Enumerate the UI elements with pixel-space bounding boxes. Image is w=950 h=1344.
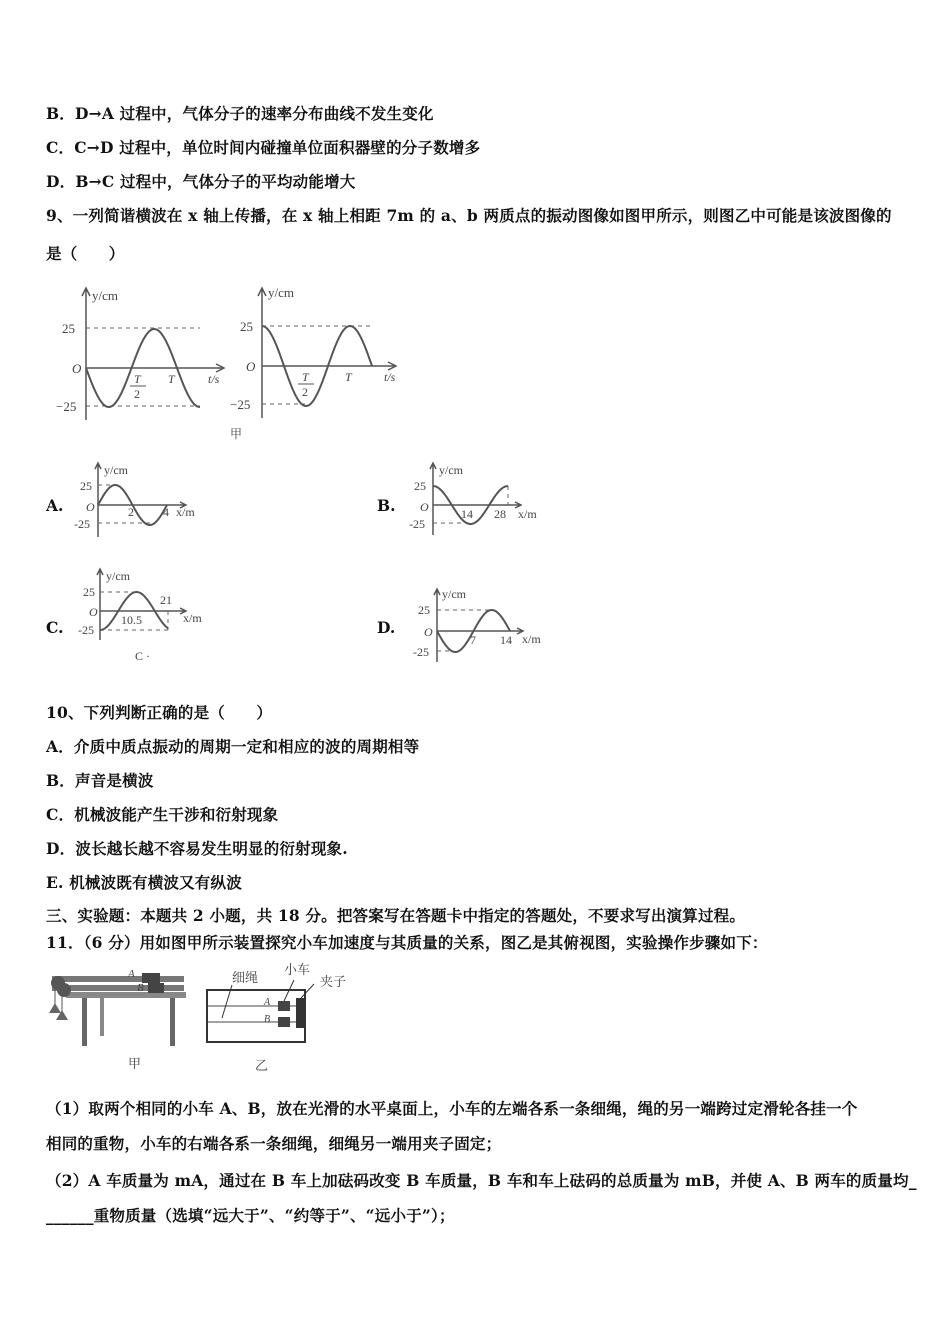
- svg-text:B: B: [264, 1014, 271, 1025]
- svg-text:O: O: [72, 361, 82, 376]
- svg-text:T: T: [345, 370, 352, 384]
- option-b-graph: [409, 463, 537, 535]
- svg-text:21: 21: [160, 593, 172, 607]
- q10-option-a: A．介质中质点振动的周期一定和相应的波的周期相等: [46, 737, 420, 756]
- svg-text:-25: -25: [74, 517, 90, 531]
- svg-text:28: 28: [494, 507, 506, 521]
- svg-text:C ·: C ·: [135, 649, 150, 663]
- svg-text:25: 25: [62, 321, 75, 336]
- q9-option-a-label: A.: [46, 496, 64, 515]
- svg-text:25: 25: [80, 479, 92, 493]
- q8-option-d: D．B→C 过程中，气体分子的平均动能增大: [46, 172, 356, 191]
- svg-text:-25: -25: [409, 517, 425, 531]
- q10-stem: 10、下列判断正确的是（ ）: [46, 703, 273, 722]
- svg-text:t/s: t/s: [384, 370, 396, 384]
- svg-text:T: T: [302, 370, 309, 384]
- q9-stem-cont: 是（ ）: [46, 244, 125, 263]
- q11-step1-cont: 相同的重物，小车的右端各系一条细绳，细绳另一端用夹子固定；: [46, 1134, 502, 1153]
- q11-step2-cont: ______重物质量（选填“远大于”、“约等于”、“远小于”）；: [46, 1206, 455, 1225]
- svg-text:25: 25: [414, 479, 426, 493]
- svg-text:7: 7: [470, 633, 476, 647]
- svg-text:4: 4: [163, 505, 169, 519]
- svg-text:14: 14: [500, 633, 512, 647]
- q11-step2: （2）A 车质量为 mA，通过在 B 车上加砝码改变 B 车质量，B 车和车上砝码的总质量为 mB，并使 A、B 两车的质量均_: [46, 1171, 917, 1190]
- svg-text:−25: −25: [230, 397, 251, 412]
- svg-text:−25: −25: [56, 399, 77, 414]
- svg-text:甲: 甲: [128, 1056, 142, 1071]
- svg-text:x/m: x/m: [183, 611, 202, 625]
- q9-option-b-label: B.: [377, 496, 396, 515]
- svg-text:A: A: [128, 968, 135, 980]
- svg-text:A: A: [264, 997, 271, 1008]
- q9-stem: 9、一列简谐横波在 x 轴上传播，在 x 轴上相距 7m 的 a、b 两质点的振动图像如图甲所示，则图乙中可能是该波图像的: [46, 206, 892, 225]
- q10-option-b: B．声音是横波: [46, 771, 154, 790]
- q8-option-b: B．D→A 过程中，气体分子的速率分布曲线不发生变化: [46, 104, 434, 123]
- svg-text:25: 25: [240, 319, 253, 334]
- svg-text:14: 14: [461, 507, 473, 521]
- svg-text:乙: 乙: [255, 1058, 269, 1073]
- svg-text:-25: -25: [78, 623, 94, 637]
- q11-stem: 11．（6 分）用如图甲所示装置探究小车加速度与其质量的关系，图乙是其俯视图，实验操作步骤如下：: [46, 933, 768, 952]
- svg-text:10.5: 10.5: [121, 613, 142, 627]
- svg-text:x/m: x/m: [522, 632, 541, 646]
- svg-text:y/cm: y/cm: [439, 463, 463, 477]
- svg-text:y/cm: y/cm: [104, 463, 128, 477]
- svg-text:T: T: [134, 372, 141, 386]
- q11-step1: （1）取两个相同的小车 A、B，放在光滑的水平桌面上，小车的左端各系一条细绳，绳的另一端跨过定滑轮各挂一个: [46, 1099, 858, 1118]
- svg-text:-25: -25: [413, 645, 429, 659]
- svg-text:y/cm: y/cm: [92, 288, 118, 303]
- svg-text:细绳: 细绳: [232, 970, 259, 985]
- svg-text:夹子: 夹子: [320, 974, 347, 989]
- svg-text:O: O: [86, 500, 95, 514]
- figure-jia-caption: 甲: [230, 427, 243, 441]
- apparatus-figure-yi: [207, 962, 346, 1073]
- svg-text:y/cm: y/cm: [442, 587, 466, 601]
- q10-option-c: C．机械波能产生干涉和衍射现象: [46, 805, 279, 824]
- t-axis-label: t/s: [208, 372, 220, 386]
- svg-text:O: O: [246, 359, 256, 374]
- svg-text:y/cm: y/cm: [268, 285, 294, 300]
- apparatus-figure-jia: [49, 968, 186, 1071]
- svg-text:x/m: x/m: [518, 507, 537, 521]
- q10-option-e: E. 机械波既有横波又有纵波: [46, 873, 242, 892]
- svg-text:B: B: [137, 982, 144, 994]
- svg-text:2: 2: [128, 505, 134, 519]
- svg-text:2: 2: [134, 387, 140, 401]
- q10-option-d: D．波长越长越不容易发生明显的衍射现象.: [46, 839, 348, 858]
- svg-text:T: T: [168, 372, 175, 386]
- option-a-graph: [74, 463, 195, 537]
- svg-text:25: 25: [83, 585, 95, 599]
- svg-text:小车: 小车: [284, 962, 311, 977]
- q8-option-c: C．C→D 过程中，单位时间内碰撞单位面积器壁的分子数增多: [46, 138, 481, 157]
- svg-text:y/cm: y/cm: [106, 569, 130, 583]
- q9-option-c-label: C.: [46, 618, 64, 637]
- svg-text:x/m: x/m: [176, 505, 195, 519]
- q9-option-d-label: D.: [377, 618, 396, 637]
- svg-text:O: O: [420, 500, 429, 514]
- section-3-heading: 三、实验题：本题共 2 小题，共 18 分。把答案写在答题卡中指定的答题处，不要求写出演算过程。: [46, 906, 746, 925]
- vibration-graph-a: [56, 288, 224, 420]
- svg-text:2: 2: [302, 385, 308, 399]
- option-d-graph: [413, 587, 541, 662]
- svg-text:O: O: [424, 625, 433, 639]
- option-c-graph: [78, 569, 202, 663]
- vibration-graph-b: [230, 285, 396, 418]
- svg-text:O: O: [89, 605, 98, 619]
- svg-text:25: 25: [418, 603, 430, 617]
